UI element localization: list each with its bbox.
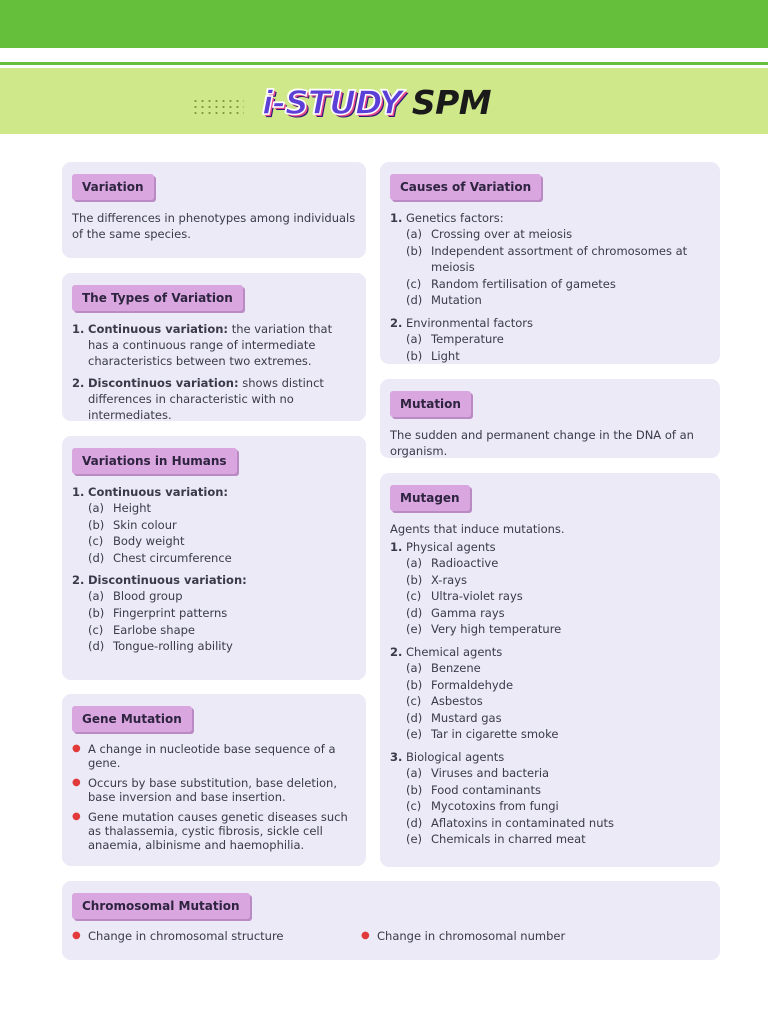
- logo-istudy: i-STUDY: [262, 82, 402, 122]
- list-item: (b) Independent assortment of chromosomes at meiosis: [406, 243, 688, 275]
- header-dash: [423, 53, 431, 55]
- variation-title: Variation: [72, 174, 154, 200]
- bullet-icon: ●: [72, 930, 81, 941]
- mutagen-card: [380, 473, 720, 867]
- header-dash: [449, 53, 457, 55]
- bullet-item: ● Gene mutation causes genetic diseases such as thalassemia, cystic fibrosis, sickle cell anaemia, albinisme and haemophilia.: [72, 810, 348, 852]
- bullet-icon: ●: [72, 811, 81, 822]
- list-item: (c) Earlobe shape: [88, 622, 196, 637]
- list-item: (a) Blood group: [88, 589, 183, 604]
- logo: [262, 78, 491, 126]
- list-item: (e) Very high temperature: [406, 622, 562, 637]
- list-heading: 1. Physical agents: [390, 540, 496, 554]
- mutation-title: Mutation: [390, 391, 471, 417]
- chromosomal-title: Chromosomal Mutation: [72, 893, 250, 919]
- gene-title: Gene Mutation: [72, 706, 192, 732]
- types-item: 1. Continuous variation: the variation that has a continuous range of intermediate characteristics between two extremes.: [72, 322, 333, 368]
- list-heading: 2. Chemical agents: [390, 644, 503, 659]
- list-heading: 2. Environmental factors: [390, 315, 534, 330]
- list-item: (c) Asbestos: [406, 694, 483, 709]
- bullet-icon: ●: [72, 743, 81, 754]
- causes-title: Causes of Variation: [390, 174, 541, 200]
- list-heading: 2. Discontinuous variation:: [72, 573, 247, 588]
- mutagen-intro: Agents that induce mutations.: [390, 522, 565, 536]
- list-item: (e) Chemicals in charred meat: [406, 832, 586, 847]
- types-item: 2. Discontinuos variation: shows distinct differences in characteristic with no intermediates.: [72, 376, 324, 422]
- list-item: (a) Crossing over at meiosis: [406, 227, 573, 241]
- list-item: (b) Light: [406, 348, 460, 363]
- list-item: (d) Mustard gas: [406, 710, 502, 725]
- list-item: (b) Formaldehyde: [406, 677, 514, 692]
- header-dash: [436, 53, 444, 55]
- list-item: (c) Body weight: [88, 534, 185, 549]
- list-item: (a) Viruses and bacteria: [406, 765, 550, 780]
- mutagen-title: Mutagen: [390, 485, 470, 511]
- bullet-item: ● Change in chromosomal structure: [72, 929, 284, 943]
- list-item: (b) X-rays: [406, 572, 468, 587]
- list-item: (d) Mutation: [406, 293, 482, 308]
- dot-pattern: [192, 98, 244, 118]
- bullet-icon: ●: [361, 930, 370, 941]
- chromosomal-card: [62, 881, 720, 960]
- list-item: (d) Tongue-rolling ability: [88, 639, 233, 654]
- chromosomal-bullets: [72, 929, 710, 949]
- list-heading: 3. Biological agents: [390, 749, 505, 764]
- list-item: (c) Mycotoxins from fungi: [406, 799, 559, 814]
- header-stripe: [0, 52, 415, 56]
- variation-text: The differences in phenotypes among individuals of the same species.: [72, 211, 356, 241]
- mutation-text: The sudden and permanent change in the DNA of an organism.: [390, 428, 694, 458]
- bullet-item: ● Change in chromosomal number: [361, 929, 566, 943]
- list-item: (c) Random fertilisation of gametes: [406, 276, 616, 291]
- header-dash: [462, 53, 470, 55]
- logo-spm: SPM: [411, 82, 492, 122]
- gene-card: [62, 694, 366, 866]
- list-item: (d) Aflatoxins in contaminated nuts: [406, 815, 614, 830]
- bullet-item: ● Occurs by base substitution, base deletion, base inversion and base insertion.: [72, 776, 338, 804]
- list-item: (a) Radioactive: [406, 556, 499, 570]
- bullet-item: ● A change in nucleotide base sequence of a gene.: [72, 742, 336, 770]
- mutation-card: [380, 379, 720, 458]
- types-title: The Types of Variation: [72, 285, 243, 311]
- list-item: (b) Food contaminants: [406, 782, 541, 797]
- header-line: [0, 62, 768, 65]
- list-item: (a) Temperature: [406, 331, 504, 346]
- humans-card: [62, 436, 366, 680]
- types-card: [62, 273, 366, 421]
- humans-title: Variations in Humans: [72, 448, 237, 474]
- list-heading: 1. Continuous variation:: [72, 485, 229, 499]
- list-item: (a) Height: [88, 501, 152, 515]
- list-item: (d) Chest circumference: [88, 550, 232, 565]
- list-item: (e) Tar in cigarette smoke: [406, 727, 559, 742]
- bullet-icon: ●: [72, 777, 81, 788]
- list-item: (c) Ultra-violet rays: [406, 589, 523, 604]
- list-item: (d) Gamma rays: [406, 605, 505, 620]
- causes-card: [380, 162, 720, 364]
- list-item: (b) Fingerprint patterns: [88, 605, 228, 620]
- list-item: (b) Skin colour: [88, 517, 177, 532]
- list-heading: 1. Genetics factors:: [390, 211, 504, 225]
- header-band: [0, 0, 768, 48]
- list-item: (a) Benzene: [406, 660, 481, 675]
- variation-card: [62, 162, 366, 258]
